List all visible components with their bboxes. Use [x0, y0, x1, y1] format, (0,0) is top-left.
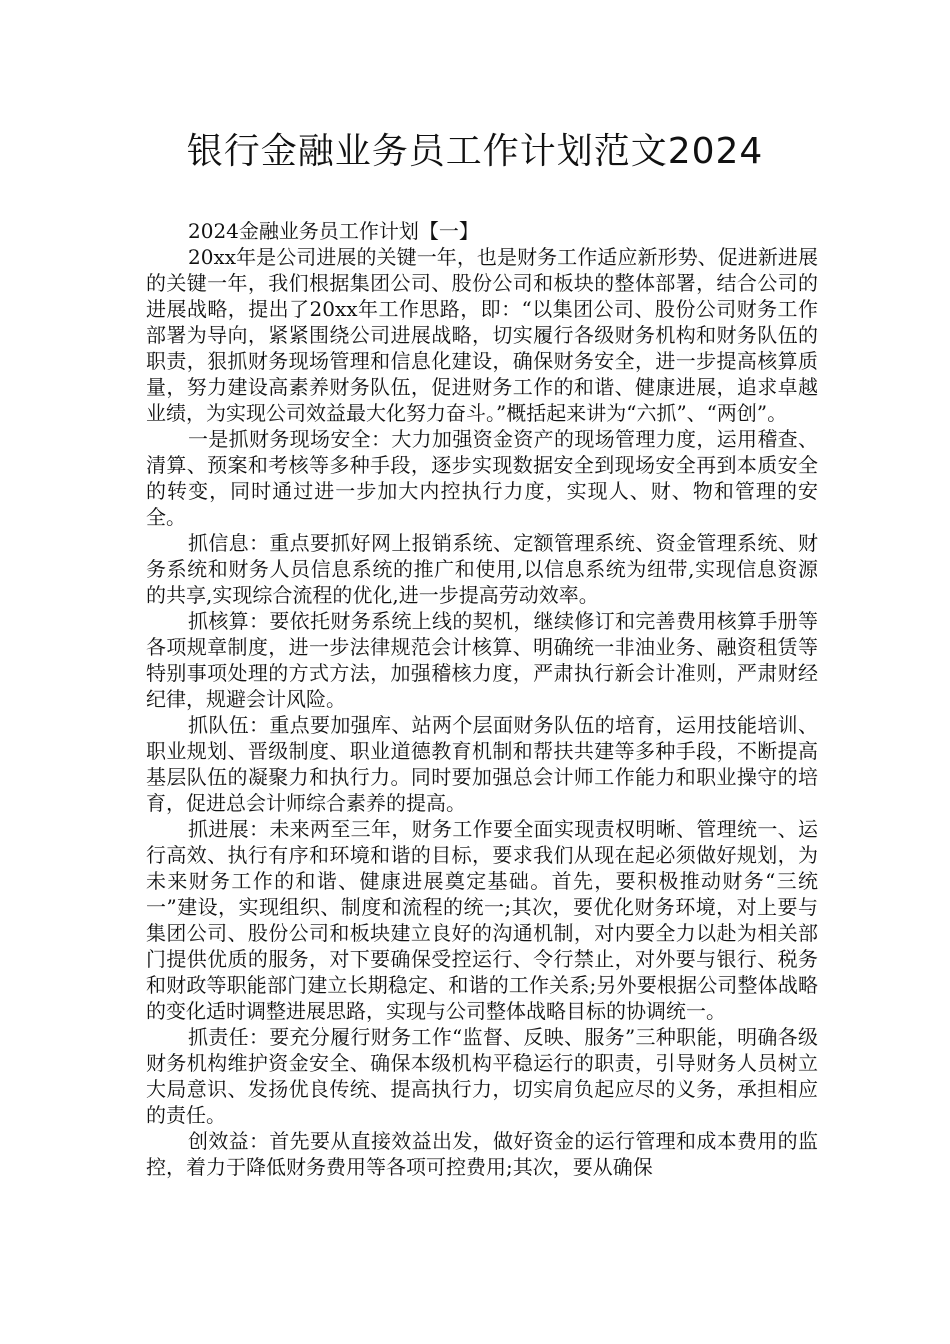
paragraph-accounting: 抓核算：要依托财务系统上线的契机，继续修订和完善费用核算手册等各项规章制度，进一步法律规范会计核算、明确统一非油业务、融资租赁等特别事项处理的方式方法，加强稽核力度，严肃执行新会计准则，严肃财经纪律，规避会计风险。: [146, 609, 818, 711]
paragraph-benefit: 创效益：首先要从直接效益出发，做好资金的运行管理和成本费用的监控，着力于降低财务费用等各项可控费用;其次，要从确保: [146, 1129, 818, 1179]
document-title: 银行金融业务员工作计划范文2024: [186, 131, 764, 172]
document-body: [146, 218, 818, 1180]
paragraph-information: 抓信息：重点要抓好网上报销系统、定额管理系统、资金管理系统、财务系统和财务人员信息系统的推广和使用,以信息系统为纽带,实现信息资源的共享,实现综合流程的优化,进一步提高劳动效率。: [146, 531, 818, 607]
paragraph-development: 抓进展：未来两至三年，财务工作要全面实现责权明晰、管理统一、运行高效、执行有序和环境和谐的目标，要求我们从现在起必须做好规划，为未来财务工作的和谐、健康进展奠定基础。首先，要积极推动财务“三统一”建设，实现组织、制度和流程的统一;其次，要优化财务环境，对上要与集团公司、股份公司和板块建立良好的沟通机制，对内要全力以赴为相关部门提供优质的服务，对下要确保受控运行、令行禁止，对外要与银行、税务和财政等职能部门建立长期稳定、和谐的工作关系;另外要根据公司整体战略的变化适时调整进展思路，实现与公司整体战略目标的协调统一。: [146, 817, 818, 1023]
paragraph-responsibility: 抓责任：要充分履行财务工作“监督、反映、服务”三种职能，明确各级财务机构维护资金安全、确保本级机构平稳运行的职责，引导财务人员树立大局意识、发扬优良传统、提高执行力，切实肩负起应尽的义务，承担相应的责任。: [146, 1025, 818, 1127]
section-heading: 2024金融业务员工作计划【一】: [188, 219, 479, 243]
paragraph-intro: 20xx年是公司进展的关键一年，也是财务工作适应新形势、促进新进展的关键一年，我们根据集团公司、股份公司和板块的整体部署，结合公司的进展战略，提出了20xx年工作思路，即：“以集团公司、股份公司财务工作部署为导向，紧紧围绕公司进展战略，切实履行各级财务机构和财务队伍的职责，狠抓财务现场管理和信息化建设，确保财务安全，进一步提高核算质量，努力建设高素养财务队伍，促进财务工作的和谐、健康进展，追求卓越业绩，为实现公司效益最大化努力奋斗。”概括起来讲为“六抓”、“两创”。: [146, 245, 818, 425]
paragraph-safety: 一是抓财务现场安全：大力加强资金资产的现场管理力度，运用稽查、清算、预案和考核等多种手段，逐步实现数据安全到现场安全再到本质安全的转变，同时通过进一步加大内控执行力度，实现人、财、物和管理的安全。: [146, 427, 818, 529]
paragraph-team: 抓队伍：重点要加强库、站两个层面财务队伍的培育，运用技能培训、职业规划、晋级制度、职业道德教育机制和帮扶共建等多种手段，不断提高基层队伍的凝聚力和执行力。同时要加强总会计师工作能力和职业操守的培育，促进总会计师综合素养的提高。: [146, 713, 818, 815]
